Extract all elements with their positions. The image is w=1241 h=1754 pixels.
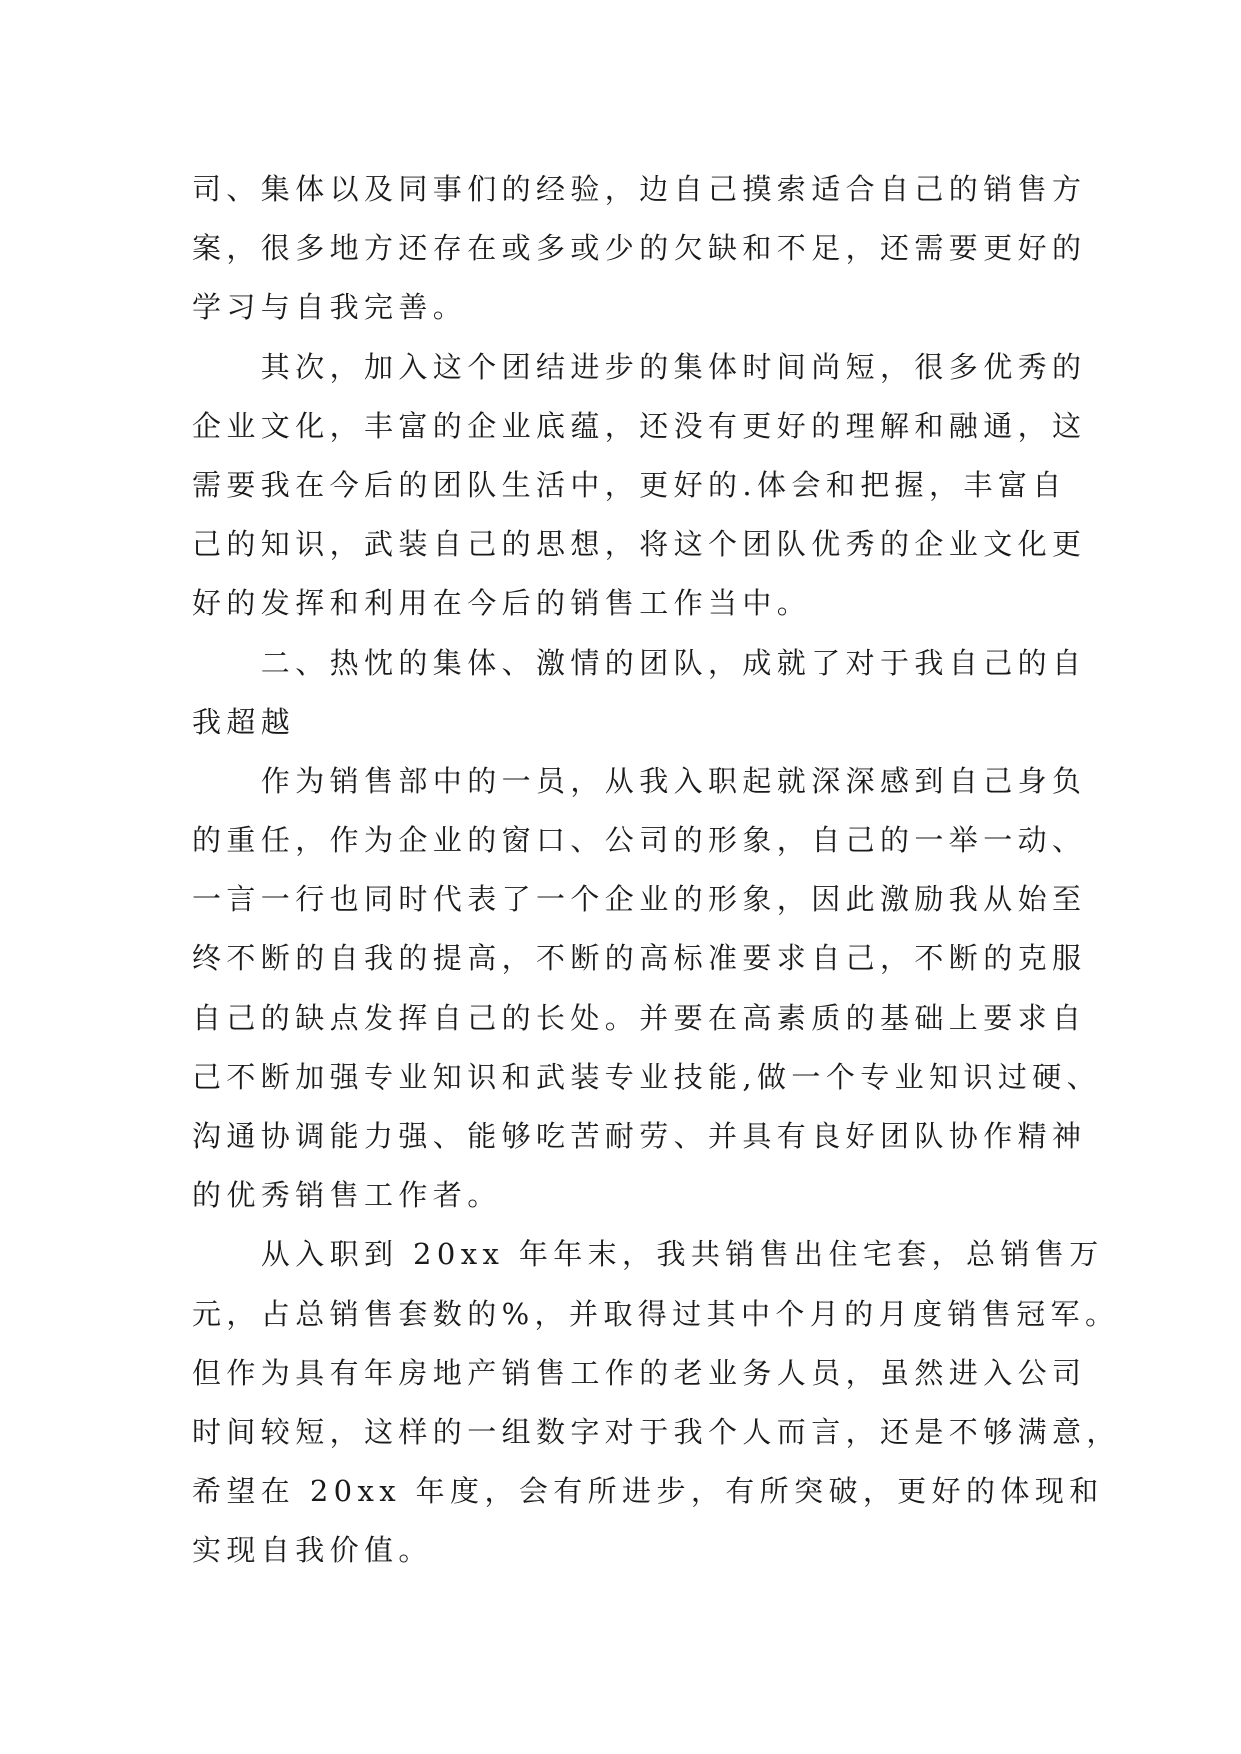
text-line: 学习与自我完善。: [192, 290, 468, 325]
text-line: 需要我在今后的团队生活中，更好的.体会和把握，丰富自: [192, 467, 1067, 502]
text-line: 的优秀销售工作者。: [192, 1178, 502, 1213]
text-line: 作为销售部中的一员，从我入职起就深深感到自己身负: [192, 763, 1087, 798]
text-line: 己的知识，武装自己的思想，将这个团队优秀的企业文化更: [192, 527, 1087, 562]
text-line: 好的发挥和利用在今后的销售工作当中。: [192, 586, 812, 621]
text-line: 的重任，作为企业的窗口、公司的形象，自己的一举一动、: [192, 823, 1087, 858]
text-line: 其次，加入这个团结进步的集体时间尚短，很多优秀的: [192, 349, 1087, 384]
text-line: 时间较短，这样的一组数字对于我个人而言，还是不够满意，: [192, 1414, 1121, 1449]
text-line: 终不断的自我的提高，不断的高标准要求自己，不断的克服: [192, 941, 1087, 976]
text-line: 二、热忱的集体、激情的团队，成就了对于我自己的自: [192, 645, 1087, 680]
text-line: 司、集体以及同事们的经验，边自己摸索适合自己的销售方: [192, 172, 1087, 206]
text-line: 企业文化，丰富的企业底蕴，还没有更好的理解和融通，这: [192, 408, 1087, 443]
text-line: 但作为具有年房地产销售工作的老业务人员，虽然进入公司: [192, 1355, 1087, 1390]
paragraph: [192, 1225, 1121, 1580]
text-line: 沟通协调能力强、能够吃苦耐劳、并具有良好团队协作精神: [192, 1119, 1087, 1153]
paragraph: [192, 338, 1087, 634]
text-line: 自己的缺点发挥自己的长处。并要在高素质的基础上要求自: [192, 1000, 1087, 1035]
text-line: 元，占总销售套数的%，并取得过其中个月的月度销售冠军。: [192, 1296, 1120, 1331]
text-line: 一言一行也同时代表了一个企业的形象，因此激励我从始至: [192, 882, 1087, 917]
paragraph: [192, 160, 1087, 338]
document-body: [192, 160, 1121, 1581]
text-line: 己不断加强专业知识和武装专业技能,做一个专业知识过硬、: [192, 1059, 1102, 1094]
text-line: 实现自我价值。: [192, 1533, 433, 1568]
paragraph: [192, 752, 1102, 1226]
text-line: 从入职到 20xx 年年末，我共销售出住宅套，总销售万: [192, 1237, 1104, 1272]
text-line: 希望在 20xx 年度，会有所进步，有所突破，更好的体现和: [192, 1474, 1104, 1509]
section-heading: [192, 634, 1087, 752]
text-line: 案，很多地方还存在或多或少的欠缺和不足，还需要更好的: [192, 231, 1087, 266]
text-line: 我超越: [192, 704, 296, 739]
